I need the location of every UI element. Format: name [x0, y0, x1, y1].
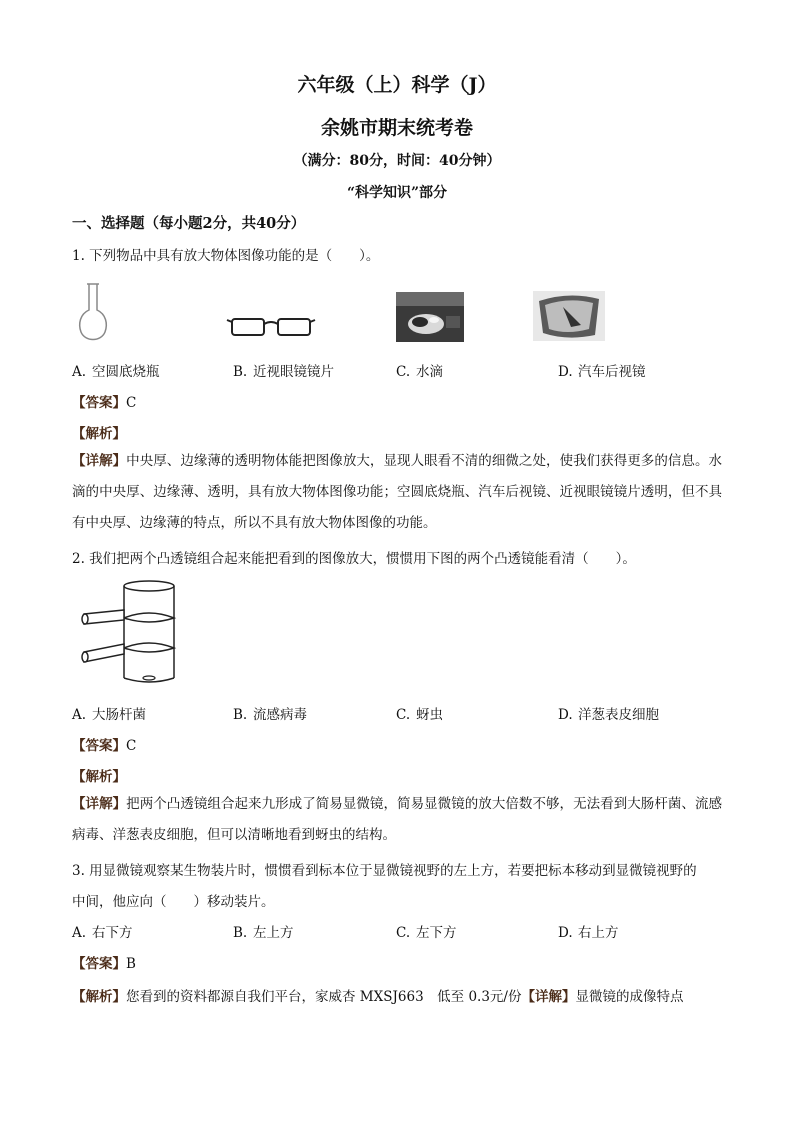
option-letter: A.: [72, 925, 87, 941]
two-convex-lens-tube-image: [80, 578, 180, 688]
exam-meta: （满分：80分，时间：40分钟）: [293, 153, 501, 169]
q1-detail: [72, 446, 722, 539]
option-letter: B.: [233, 364, 248, 380]
q1-option-d[interactable]: [558, 360, 646, 380]
option-letter: D.: [558, 925, 573, 941]
q2-analysis: [72, 765, 126, 785]
answer-value: C: [126, 738, 137, 754]
answer-tag: 【答案】: [72, 395, 126, 411]
answer-tag: 【答案】: [72, 738, 126, 754]
option-text: 右下方: [92, 925, 133, 941]
detail-text: 显微镜的成像特点: [575, 989, 684, 1005]
option-text: 近视眼镜镜片: [253, 364, 334, 380]
detail-tag: 【详解】: [72, 453, 127, 469]
q3-option-d[interactable]: [558, 921, 619, 941]
option-text: 右上方: [578, 925, 619, 941]
answer-tag: 【答案】: [72, 956, 126, 972]
round-bottom-flask-image: [76, 282, 110, 344]
option-letter: C.: [396, 925, 411, 941]
page-title: 六年级（上）科学（J）: [297, 74, 497, 96]
analysis-tag: 【解析】: [72, 769, 126, 785]
q1-option-b[interactable]: [233, 360, 334, 380]
answer-value: B: [126, 956, 136, 972]
q2-stem: 2. 我们把两个凸透镜组合起来能把看到的图像放大，惯惯用下图的两个凸透镜能看清（ ）。: [72, 551, 636, 567]
section-title: 一、选择题（每小题2分，共40分）: [72, 215, 306, 232]
analysis-text: 您看到的资料都源自我们平台，家威杏 MXSJ663 低至 0.3元/份: [126, 989, 522, 1005]
q1-option-c[interactable]: [396, 360, 443, 380]
option-letter: B.: [233, 707, 248, 723]
q1-option-a[interactable]: [72, 360, 160, 380]
q1-stem: 1. 下列物品中具有放大物体图像功能的是（ ）。: [72, 248, 380, 264]
q3-answer: [72, 952, 136, 972]
detail-text: 中央厚、边缘薄的透明物体能把图像放大，显现人眼看不清的细微之处，使我们获得更多的信息。水滴的中央厚、边缘薄、透明，具有放大物体图像功能；空圆底烧瓶、汽车后视镜、近视眼镜镜片透明，但不具有中央厚、边缘薄的特点，所以不具有放大物体图像的功能。: [72, 453, 723, 531]
detail-tag: 【详解】: [521, 989, 576, 1005]
car-mirror-image: [533, 291, 605, 341]
detail-tag: 【详解】: [72, 796, 127, 812]
option-letter: C.: [396, 364, 411, 380]
q3-stem-line2: 中间，他应向（ ）移动装片。: [72, 894, 275, 910]
part-title: “科学知识”部分: [346, 185, 448, 201]
answer-value: C: [126, 395, 137, 411]
option-letter: B.: [233, 925, 248, 941]
q3-option-a[interactable]: [72, 921, 133, 941]
detail-text: 把两个凸透镜组合起来九形成了简易显微镜，简易显微镜的放大倍数不够，无法看到大肠杆菌、流感病毒、洋葱表皮细胞，但可以清晰地看到蚜虫的结构。: [72, 796, 723, 843]
water-drop-image: [396, 292, 464, 342]
option-text: 大肠杆菌: [92, 707, 146, 723]
q3-analysis: [72, 985, 683, 1005]
analysis-tag: 【解析】: [72, 989, 126, 1005]
option-letter: D.: [558, 707, 573, 723]
q1-analysis: [72, 422, 126, 442]
option-letter: D.: [558, 364, 573, 380]
option-letter: A.: [72, 364, 87, 380]
q3-option-b[interactable]: [233, 921, 294, 941]
option-text: 流感病毒: [253, 707, 307, 723]
q1-answer: [72, 391, 136, 411]
q2-option-b[interactable]: [233, 703, 307, 723]
option-text: 左下方: [416, 925, 457, 941]
q2-detail: [72, 789, 722, 851]
exam-subtitle: 余姚市期末统考卷: [320, 117, 473, 139]
q2-option-a[interactable]: [72, 703, 146, 723]
option-text: 空圆底烧瓶: [92, 364, 160, 380]
analysis-tag: 【解析】: [72, 426, 126, 442]
option-text: 蚜虫: [416, 707, 443, 723]
q3-stem-line1: 3. 用显微镜观察某生物装片时，惯惯看到标本位于显微镜视野的左上方，若要把标本移动到显微镜视野的: [72, 863, 697, 879]
option-text: 左上方: [253, 925, 294, 941]
option-letter: C.: [396, 707, 411, 723]
myopia-glasses-image: [226, 314, 316, 340]
q2-option-d[interactable]: [558, 703, 659, 723]
q2-option-c[interactable]: [396, 703, 443, 723]
option-text: 汽车后视镜: [578, 364, 646, 380]
option-letter: A.: [72, 707, 87, 723]
option-text: 洋葱表皮细胞: [578, 707, 659, 723]
q2-answer: [72, 734, 136, 754]
q3-option-c[interactable]: [396, 921, 457, 941]
option-text: 水滴: [416, 364, 443, 380]
